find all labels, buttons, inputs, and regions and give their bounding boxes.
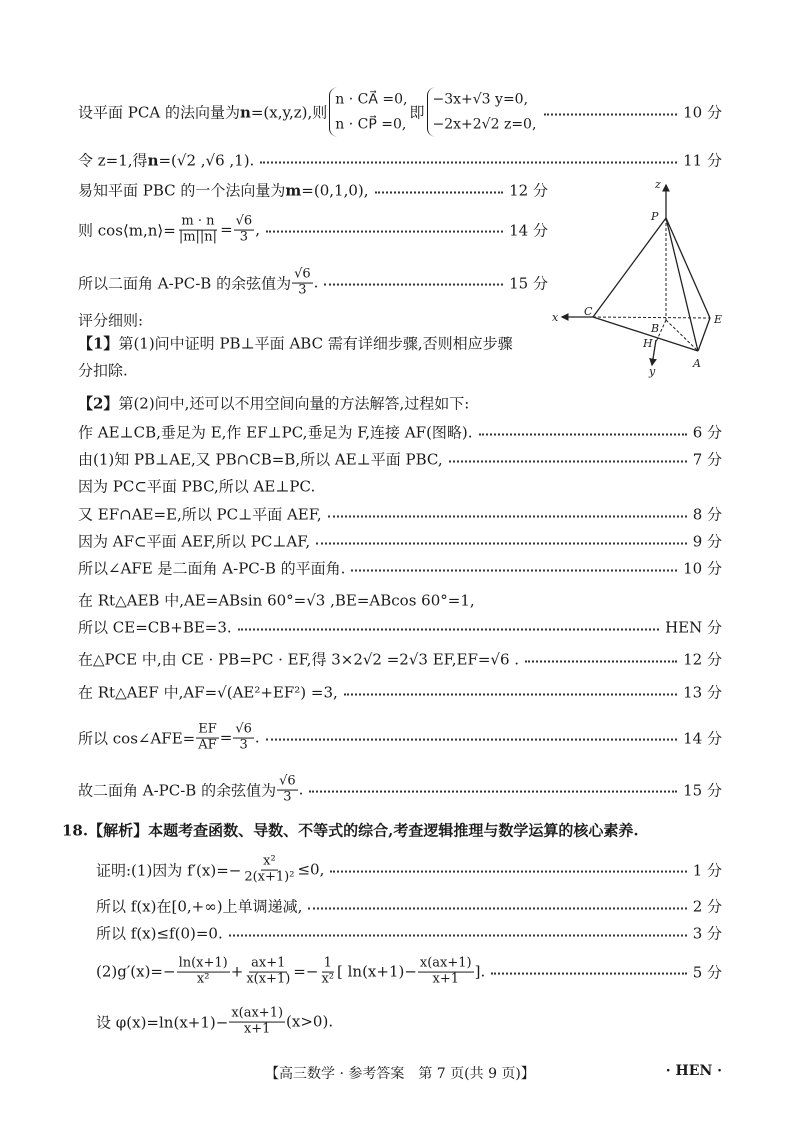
answer-line [62, 820, 639, 841]
answer-line [96, 896, 722, 917]
dot-leader [308, 907, 686, 909]
answer-line [78, 268, 548, 299]
fraction-denominator: |m||n| [178, 229, 218, 245]
text-segment: 【1】 [78, 334, 119, 353]
text-segment: 证明:(1)因为 f′(x)=− [96, 861, 242, 880]
answer-line [78, 422, 722, 443]
fraction-numerator: √6 [279, 773, 296, 789]
answer-line [78, 150, 722, 171]
dot-leader [351, 569, 677, 571]
text-segment: 易知平面 PBC 的一个法向量为 [78, 181, 286, 200]
label-A: A [693, 357, 701, 370]
fraction-numerator: EF [198, 721, 217, 737]
text-segment: 设 φ(x)=ln(x+1)− [96, 1013, 229, 1032]
score-points: 5 分 [692, 963, 722, 982]
text-segment: 第(1)问中证明 PB⊥平面 ABC 需有详细步骤,否则相应步骤 [118, 334, 513, 353]
label-H: H [643, 337, 653, 350]
score-points: 12 分 [509, 181, 548, 200]
dot-leader [266, 739, 677, 741]
answer-line [78, 617, 722, 638]
answer-line [78, 215, 548, 246]
text-segment: (x>0). [286, 1013, 334, 1031]
dot-leader [544, 113, 677, 115]
score-points: 15 分 [683, 781, 722, 800]
text-segment: ≤0, [297, 861, 325, 879]
text-segment: 则 cos⟨m,n⟩= [78, 221, 176, 240]
text-segment: =(√2 ,√6 ,1). [158, 151, 255, 169]
equation: n · CA⃗ =0, [335, 91, 408, 108]
answer-line [78, 449, 722, 470]
text-segment: 所以 f(x)在[0,+∞)上单调递减, [96, 897, 303, 916]
text-segment: ]. [474, 963, 486, 981]
score-points: 11 分 [683, 151, 722, 170]
fraction-denominator: 3 [239, 229, 249, 245]
score-points: 6 分 [692, 423, 722, 442]
dot-leader [525, 660, 677, 662]
fraction-denominator: 2(x+1)² [244, 869, 295, 885]
equation-system [427, 88, 537, 137]
dot-leader [266, 231, 503, 233]
fraction [292, 268, 313, 299]
score-points: 8 分 [692, 505, 722, 524]
dot-leader [238, 628, 659, 630]
fraction-numerator: 1 [323, 955, 332, 971]
y-axis [652, 340, 656, 365]
text-segment: 故二面角 A-PC-B 的余弦值为 [78, 781, 277, 800]
score-points: 9 分 [692, 532, 722, 551]
fraction-denominator: x+1 [243, 1021, 271, 1037]
answer-line [78, 360, 128, 381]
score-points: 2 分 [692, 897, 722, 916]
text-segment: 又 EF∩AE=E,所以 PC⊥平面 AEF, [78, 505, 322, 524]
fraction [242, 855, 296, 886]
text-segment: [ ln(x+1)− [336, 963, 417, 981]
text-segment: , [255, 221, 260, 239]
text-segment: 在△PCE 中,由 CE · PB=PC · EF,得 3×2√2 =2√3 EF,EF=√6 . [78, 650, 520, 669]
answer-line [78, 775, 722, 806]
text-segment: . [313, 274, 319, 292]
text-segment: 由(1)知 PB⊥AE,又 PB∩CB=B,所以 AE⊥平面 PBC, [78, 450, 443, 469]
fraction-denominator: x+1 [432, 971, 460, 987]
label-y: y [649, 365, 656, 378]
fraction-numerator: √6 [235, 213, 253, 229]
score-points: 3 分 [692, 924, 722, 943]
fraction-denominator: 3 [298, 282, 307, 298]
fraction [244, 957, 292, 988]
text-segment: 评分细则: [78, 311, 144, 330]
dot-leader [328, 515, 687, 517]
edge-EA [698, 318, 710, 351]
text-segment: 设平面 PCA 的法向量为 [78, 103, 240, 122]
label-E: E [714, 313, 723, 326]
label-x: x [552, 311, 559, 324]
score-points: 13 分 [683, 683, 722, 702]
answer-line [78, 476, 315, 497]
dot-leader [316, 542, 687, 544]
text-segment: 所以 CE=CB+BE=3. [78, 618, 232, 637]
equation: −2x+2√2 z=0, [432, 116, 537, 132]
fraction-denominator: x(x+1) [246, 971, 291, 987]
dot-leader [324, 284, 503, 286]
score-points: 1 分 [692, 861, 722, 880]
answer-line [96, 923, 722, 944]
text-segment: 所以二面角 A-PC-B 的余弦值为 [78, 274, 292, 293]
answer-line [78, 88, 722, 137]
text-segment: 所以∠AFE 是二面角 A-PC-B 的平面角. [78, 559, 346, 578]
label-z: z [655, 178, 661, 191]
answer-line [78, 723, 722, 754]
answer-line [78, 682, 722, 703]
text-segment: 18.【解析】本题考查函数、导数、不等式的综合,考查逻辑推理与数学运算的核心素养. [62, 821, 639, 840]
text-segment: (2)g′(x)=− [96, 963, 176, 981]
fraction [234, 215, 255, 246]
fraction-numerator: ax+1 [251, 955, 286, 971]
text-segment: = [220, 221, 233, 239]
score-points: 12 分 [683, 650, 722, 669]
text-segment: 因为 PC⊂平面 PBC,所以 AE⊥PC. [78, 477, 316, 496]
dot-leader [330, 871, 686, 873]
text-segment: 令 z=1,得 [78, 151, 148, 170]
text-segment: =(0,1,0), [301, 181, 369, 199]
text-segment: 所以 cos∠AFE= [78, 729, 196, 748]
dot-leader [260, 161, 677, 163]
answer-line [78, 504, 722, 525]
fraction [177, 957, 230, 988]
text-segment: 【2】 [78, 394, 119, 413]
text-segment: m [285, 181, 302, 199]
fraction [233, 723, 254, 754]
dot-leader [449, 460, 687, 462]
fraction-denominator: x² [321, 971, 334, 987]
text-segment: =(x,y,z),则 [250, 103, 328, 122]
text-segment: 所以 f(x)≤f(0)=0. [96, 924, 223, 943]
fraction-numerator: x(ax+1) [419, 955, 472, 971]
text-segment: . [298, 781, 304, 799]
answer-line [96, 957, 722, 988]
text-segment: n [147, 151, 159, 169]
answer-line [78, 393, 469, 414]
edge-CE [593, 317, 710, 318]
dot-leader [309, 791, 677, 793]
edge-PE [666, 218, 710, 318]
score-points: 14 分 [683, 729, 722, 748]
fraction [418, 957, 474, 988]
answer-line [78, 333, 513, 354]
fraction [229, 1007, 285, 1038]
text-segment: + [230, 963, 244, 981]
text-segment: = [219, 729, 233, 747]
answer-line [96, 855, 722, 886]
edge-PC [593, 218, 666, 317]
label-B: B [651, 322, 660, 335]
score-points: 10 分 [683, 559, 722, 578]
text-segment: 因为 AF⊂平面 AEF,所以 PC⊥AF, [78, 532, 311, 551]
fraction-numerator: x(ax+1) [231, 1005, 284, 1021]
fraction-numerator: x² [263, 853, 276, 869]
tetrahedron-diagram [540, 170, 740, 380]
answer-line [78, 180, 548, 201]
fraction-numerator: m · n [181, 213, 215, 229]
score-points: 15 分 [509, 274, 548, 293]
text-segment: 作 AE⊥CB,垂足为 E,作 EF⊥PC,垂足为 F,连接 AF(图略). [78, 423, 473, 442]
fraction [277, 775, 298, 806]
dot-leader [344, 693, 677, 695]
answer-line [78, 531, 722, 552]
dot-leader [479, 433, 687, 435]
text-segment: n [239, 103, 251, 121]
fraction-numerator: √6 [235, 721, 252, 737]
label-P: P [651, 210, 659, 223]
fraction-denominator: 3 [239, 737, 248, 753]
footer-code: · HEN · [665, 1063, 722, 1079]
equation-system [329, 88, 407, 137]
text-segment: 在 Rt△AEF 中,AF=√(AE²+EF²) =3, [78, 683, 338, 702]
text-segment: . [254, 729, 260, 747]
score-points: 14 分 [509, 221, 548, 240]
answer-line [78, 590, 475, 611]
fraction-numerator: ln(x+1) [178, 955, 228, 971]
score-points: 7 分 [692, 450, 722, 469]
text-segment: 分扣除. [78, 361, 128, 380]
fraction [177, 215, 219, 246]
fraction-numerator: √6 [294, 266, 311, 282]
score-points: 10 分 [683, 103, 722, 122]
equation: n · CP⃗ =0, [335, 116, 407, 132]
answer-line [96, 1007, 333, 1038]
text-segment: 第(2)问中,还可以不用空间向量的方法解答,过程如下: [118, 394, 470, 413]
fraction [319, 957, 336, 988]
answer-line [78, 310, 143, 331]
answer-line [78, 558, 722, 579]
text-segment: =− [293, 963, 319, 981]
text-segment: 在 Rt△AEB 中,AE=ABsin 60°=√3 ,BE=ABcos 60°=1, [78, 591, 475, 610]
dot-leader [229, 934, 687, 936]
fraction [196, 723, 219, 754]
label-C: C [584, 305, 593, 318]
fraction-denominator: AF [198, 737, 217, 753]
dot-leader [491, 973, 686, 975]
score-points: HEN 分 [665, 618, 722, 637]
fraction-denominator: 3 [283, 789, 292, 805]
dot-leader [375, 191, 504, 193]
edge-PA [666, 218, 698, 351]
footer-page-info: 【高三数学 · 参考答案 第 7 页(共 9 页)】 [265, 1066, 535, 1082]
answer-line [78, 649, 722, 670]
text-segment: 即 [409, 103, 425, 122]
equation: −3x+√3 y=0, [432, 91, 529, 108]
fraction-denominator: x² [196, 971, 210, 987]
